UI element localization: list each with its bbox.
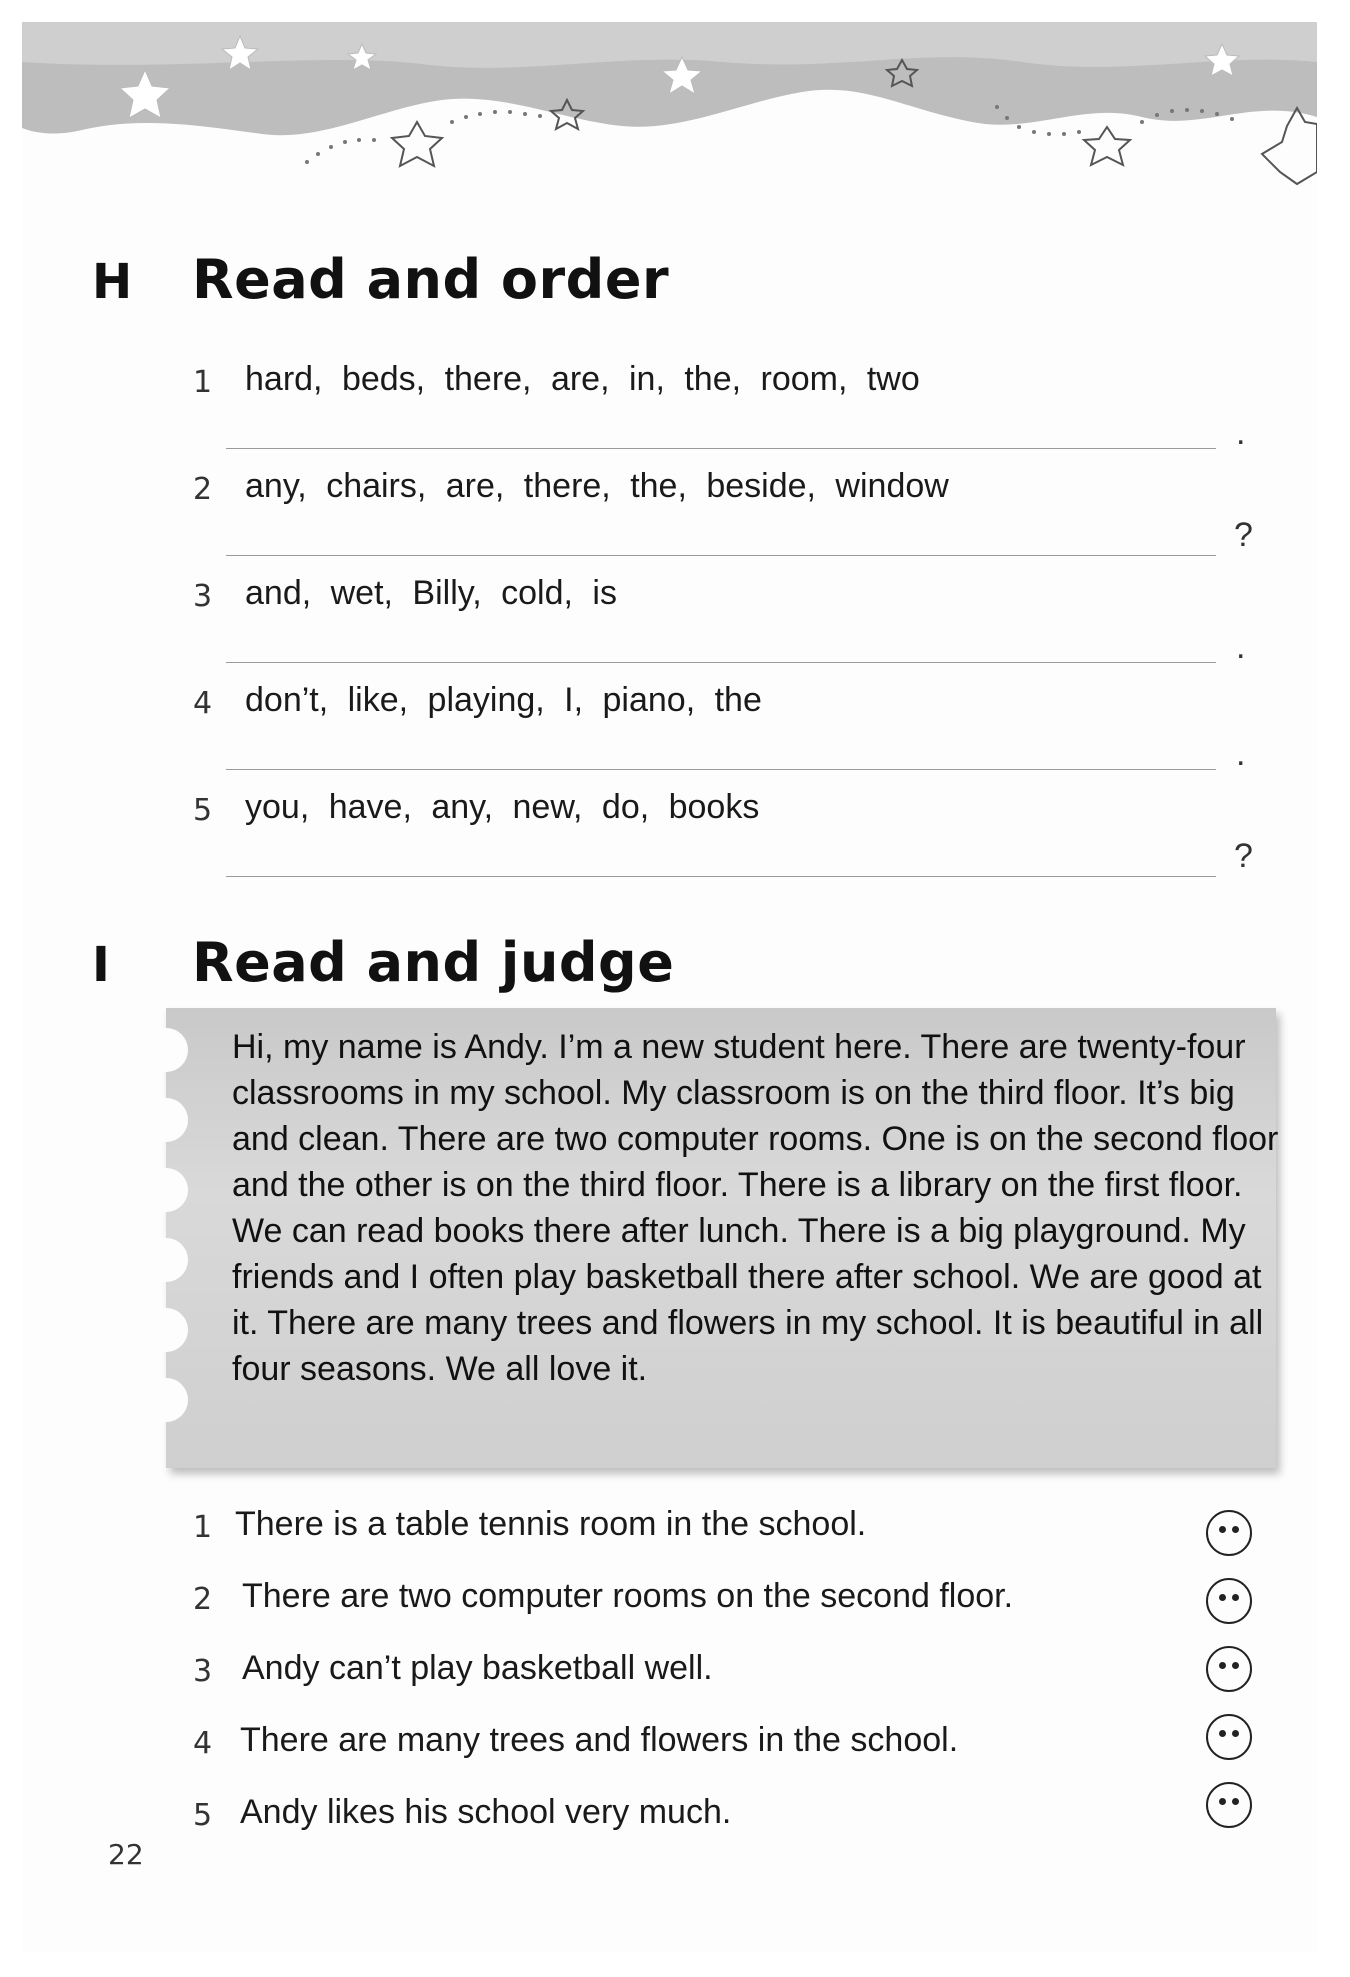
word-list: hard, beds, there, are, in, the, room, two [245, 360, 920, 398]
blank-face-icon[interactable] [1206, 1510, 1252, 1556]
word-list: don’t, like, playing, I, piano, the [245, 681, 762, 719]
section-title-h: Read and order [192, 248, 670, 311]
word-list: you, have, any, new, do, books [245, 788, 760, 826]
end-punctuation: . [1236, 414, 1246, 452]
blank-face-icon[interactable] [1206, 1782, 1252, 1828]
answer-line[interactable] [226, 662, 1216, 663]
item-number: 5 [193, 793, 213, 828]
blank-face-icon[interactable] [1206, 1578, 1252, 1624]
blank-face-icon[interactable] [1206, 1714, 1252, 1760]
statement-number: 2 [193, 1582, 213, 1617]
statement-number: 5 [193, 1798, 213, 1833]
statement-text: Andy likes his school very much. [240, 1793, 732, 1831]
item-number: 2 [193, 472, 213, 507]
statement-number: 4 [193, 1726, 213, 1761]
statement-text: There are many trees and flowers in the school. [240, 1721, 959, 1759]
statement-number: 1 [193, 1510, 213, 1545]
item-number: 3 [193, 579, 213, 614]
statement-text: Andy can’t play basketball well. [242, 1649, 713, 1687]
answer-line[interactable] [226, 876, 1216, 877]
statement-text: There is a table tennis room in the school. [235, 1505, 867, 1543]
item-number: 4 [193, 686, 213, 721]
answer-line[interactable] [226, 448, 1216, 449]
end-punctuation: ? [1234, 837, 1253, 875]
blank-face-icon[interactable] [1206, 1646, 1252, 1692]
section-letter-h: H [92, 254, 133, 310]
section-letter-i: I [92, 937, 110, 993]
statement-text: There are two computer rooms on the second floor. [242, 1577, 1014, 1615]
answer-line[interactable] [226, 555, 1216, 556]
end-punctuation: . [1236, 735, 1246, 773]
end-punctuation: . [1236, 628, 1246, 666]
answer-line[interactable] [226, 769, 1216, 770]
word-list: any, chairs, are, there, the, beside, window [245, 467, 949, 505]
section-title-i: Read and judge [192, 931, 675, 994]
star-banner-decoration [22, 22, 1317, 192]
page-number: 22 [108, 1838, 144, 1871]
statement-number: 3 [193, 1654, 213, 1689]
end-punctuation: ? [1234, 516, 1253, 554]
word-list: and, wet, Billy, cold, is [245, 574, 617, 612]
reading-passage: Hi, my name is Andy. I’m a new student here. There are twenty-four classrooms in my school. My classroom is on the third floor. It’s big and clean. There are two computer rooms. One is on the second floor and the other is on the third floor. There is a library on the first floor. We can read books there after lunch. There is a big playground. My friends and I often play basketball there after school. We are good at it. There are many trees and flowers in my school. It is beautiful in all four seasons. We all love it. [232, 1028, 1279, 1388]
item-number: 1 [193, 365, 213, 400]
